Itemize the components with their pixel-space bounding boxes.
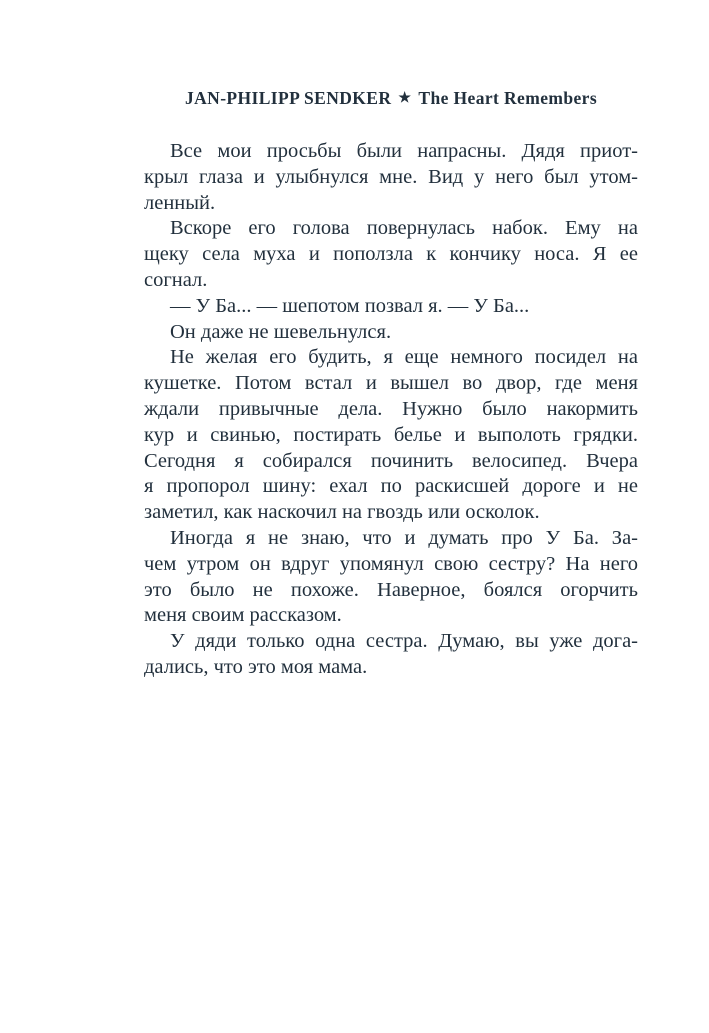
- paragraph: [144, 629, 638, 681]
- text-line: Не желая его будить, я еще немного посидел на: [170, 346, 638, 369]
- header-book-title: The Heart Remembers: [418, 88, 598, 108]
- text-line: крыл глаза и улыбнулся мне. Вид у него был утом-: [144, 165, 638, 188]
- text-line: дались, что это моя мама.: [144, 655, 368, 678]
- text-line: кушетке. Потом встал и вышел во двор, где меня: [144, 372, 638, 395]
- text-line: меня своим рассказом.: [144, 604, 342, 627]
- header-author: JAN-PHILIPP SENDKER: [184, 88, 392, 108]
- paragraph: [144, 345, 638, 526]
- text-line: я пропорол шину: ехал по раскисшей дороге и не: [144, 475, 638, 498]
- page-text: [144, 139, 638, 681]
- star-icon: ★: [398, 91, 412, 106]
- text-line: щеку села муха и поползла к кончику носа. Я ее: [144, 243, 638, 266]
- text-line: согнал.: [144, 268, 208, 291]
- text-line: Иногда я не знаю, что и думать про У Ба. За-: [170, 526, 638, 549]
- text-line: ленный.: [144, 191, 216, 214]
- text-line: У дяди только одна сестра. Думаю, вы уже дога-: [170, 630, 638, 653]
- paragraph: [144, 526, 638, 629]
- paragraph: [144, 320, 638, 346]
- paragraph: [144, 216, 638, 293]
- text-line: Сегодня я собирался починить велосипед. Вчера: [144, 449, 638, 472]
- text-line: Все мои просьбы были напрасны. Дядя приот-: [170, 140, 638, 162]
- text-line: — У Ба... — шепотом позвал я. — У Ба...: [170, 294, 530, 317]
- text-line: заметил, как наскочил на гвоздь или осколок.: [144, 501, 540, 524]
- text-line: кур и свинью, постирать белье и выполоть грядки.: [144, 423, 638, 446]
- text-line: чем утром он вдруг упомянул свою сестру? На него: [144, 552, 638, 575]
- text-line: ждали привычные дела. Нужно было накормить: [144, 397, 638, 420]
- paragraph: [144, 139, 638, 216]
- text-line: Он даже не шевельнулся.: [170, 320, 392, 343]
- running-header: [144, 88, 638, 109]
- paragraph: [144, 294, 638, 320]
- text-line: Вскоре его голова повернулась набок. Ему на: [170, 217, 638, 240]
- text-line: это было не похоже. Наверное, боялся огорчить: [144, 578, 638, 601]
